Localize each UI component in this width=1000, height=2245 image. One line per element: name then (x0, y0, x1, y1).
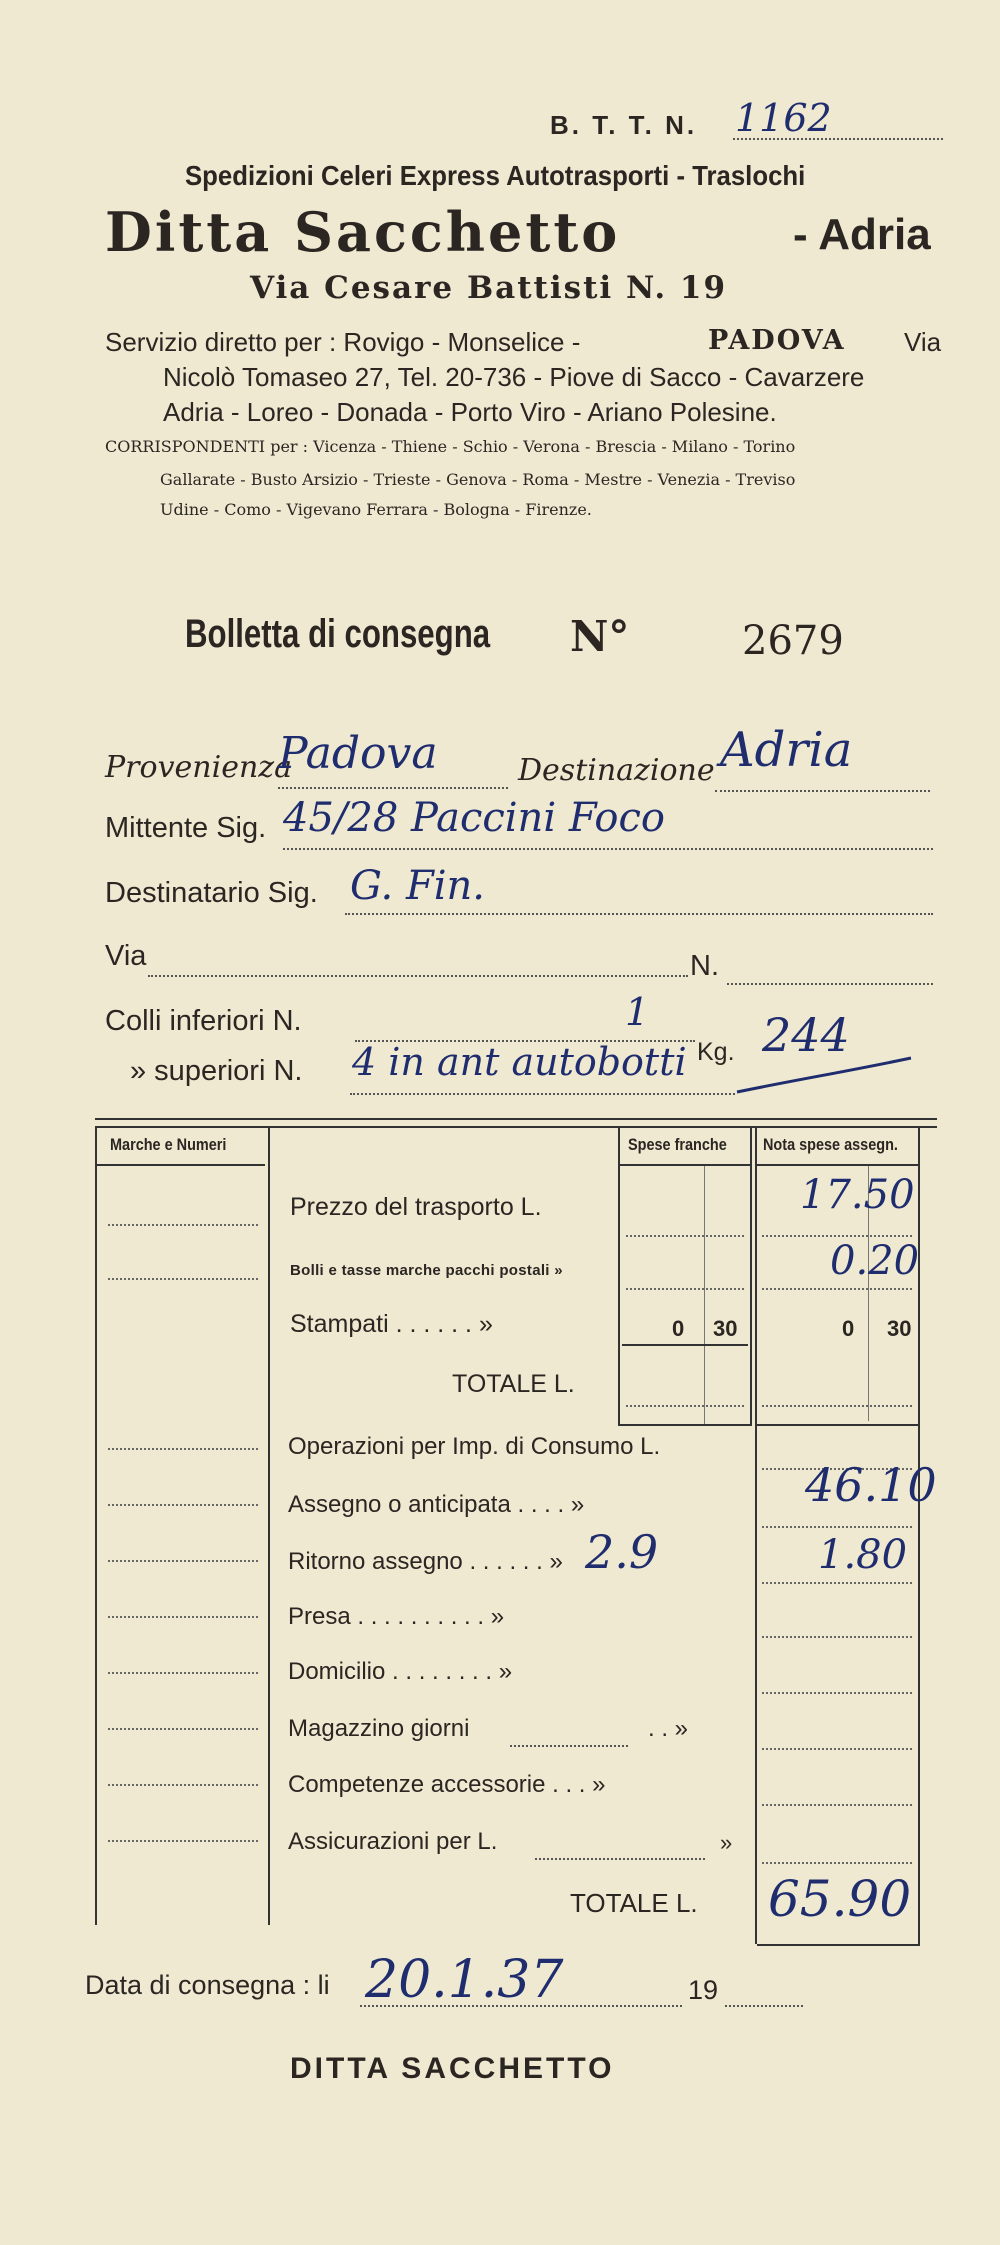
spese-bottom-rule (620, 1424, 752, 1426)
spese-dotline (626, 1235, 744, 1237)
marche-dotline (108, 1504, 258, 1506)
ritorno-nota-value: 1.80 (818, 1532, 908, 1578)
bolli-nota-value: 0.20 (830, 1238, 920, 1284)
col-marche-header: Marche e Numeri (110, 1135, 227, 1154)
marche-dotline (108, 1448, 258, 1450)
provenienza-label: Provenienza (105, 750, 292, 785)
services-line: Spedizioni Celeri Express Autotrasporti - Traslochi (185, 160, 806, 191)
bolletta-number: 2679 (742, 618, 844, 664)
colli-inferiori-value: 1 (625, 990, 650, 1034)
row-competenze-accessorie: Competenze accessorie . . . » (288, 1771, 606, 1798)
via-label: Via (105, 940, 147, 972)
colli-superiori-value: 4 in ant autobotti (352, 1040, 687, 1084)
service-line-3: Adria - Loreo - Donada - Porto Viro - Ariano Polesine. (163, 397, 777, 427)
nota-totale-rule (757, 1424, 918, 1426)
company-name: Ditta Sacchetto (105, 200, 621, 264)
prezzo-nota-value: 17.50 (800, 1172, 915, 1218)
n-label: N. (690, 950, 719, 982)
company-address: Via Cesare Battisti N. 19 (250, 270, 728, 306)
correspondents-line-3: Udine - Como - Vigevano Ferrara - Bologna - Firenze. (160, 500, 592, 519)
marche-dotline (108, 1672, 258, 1674)
row-assicurazioni: Assicurazioni per L. (288, 1828, 498, 1855)
magazzino-line (510, 1745, 628, 1747)
nota-bottom-rule (757, 1944, 920, 1946)
spese-header-rule (620, 1164, 750, 1166)
nota-dotline (762, 1636, 912, 1638)
data-consegna-line (360, 2005, 682, 2007)
signature-stamp: DITTA SACCHETTO (290, 2052, 615, 2085)
row-bolli-tasse: Bolli e tasse marche pacchi postali » (290, 1262, 563, 1279)
marche-right-border (268, 1128, 270, 1925)
destinazione-label: Destinazione (518, 753, 715, 788)
totale-nota-value: 65.90 (768, 1870, 912, 1928)
marche-dotline (108, 1224, 258, 1226)
data-consegna-value: 20.1.37 (365, 1950, 564, 2010)
kg-label: Kg. (697, 1038, 735, 1066)
nota-dotline (762, 1692, 912, 1694)
stampati-nota-cent: 30 (887, 1316, 912, 1341)
spese-cents-divider (704, 1166, 705, 1424)
nota-dotline (762, 1748, 912, 1750)
row-prezzo-trasporto: Prezzo del trasporto L. (290, 1193, 542, 1221)
destinatario-value: G. Fin. (350, 863, 485, 909)
colli-superiori-label: » superiori N. (130, 1055, 303, 1087)
correspondents-line-2: Gallarate - Busto Arsizio - Trieste - Genova - Roma - Mestre - Venezia - Treviso (160, 470, 796, 489)
assicurazioni-line (535, 1858, 705, 1860)
via-line (148, 975, 688, 977)
spese-right-border (750, 1128, 752, 1426)
row-operazioni-consumo: Operazioni per Imp. di Consumo L. (288, 1433, 661, 1460)
colli-superiori-line (350, 1093, 735, 1095)
marche-dotline (108, 1616, 258, 1618)
marche-dotline (108, 1840, 258, 1842)
row-magazzino-giorni: Magazzino giorni (288, 1715, 470, 1742)
table-top-rule-1 (95, 1118, 937, 1120)
year-line (725, 2005, 803, 2007)
destinazione-value: Adria (720, 722, 853, 778)
data-consegna-label: Data di consegna : li (85, 1970, 330, 2000)
table-top-rule-2 (95, 1126, 937, 1128)
col-spese-header: Spese franche (628, 1135, 727, 1154)
row-domicilio: Domicilio . . . . . . . . » (288, 1658, 513, 1685)
bolletta-no-label: N° (570, 612, 630, 661)
provenienza-line (278, 787, 508, 789)
nota-dotline (762, 1405, 912, 1407)
ritorno-mid-value: 2.9 (585, 1525, 659, 1579)
row-assicurazioni-tail: » (720, 1830, 733, 1855)
service-line-2: Nicolò Tomaseo 27, Tel. 20-736 - Piove di Sacco - Cavarzere (163, 362, 865, 392)
nota-dotline (762, 1804, 912, 1806)
colli-inferiori-label: Colli inferiori N. (105, 1005, 302, 1037)
nota-header-rule (757, 1164, 918, 1166)
marche-dotline (108, 1784, 258, 1786)
n-line (727, 983, 933, 985)
nota-dotline (762, 1862, 912, 1864)
mittente-label: Mittente Sig. (105, 812, 267, 844)
row-ritorno-assegno: Ritorno assegno . . . . . . » (288, 1548, 563, 1575)
btt-number: 1162 (735, 96, 832, 140)
mittente-value: 45/28 Paccini Foco (283, 795, 665, 841)
via-word: Via (904, 327, 942, 357)
stampati-spese-lire: 0 (672, 1316, 685, 1341)
nota-dotline (762, 1235, 912, 1237)
row-magazzino-tail: . . » (648, 1715, 689, 1742)
row-totale-2: TOTALE L. (570, 1888, 698, 1918)
padova-label: PADOVA (708, 325, 846, 356)
destinatario-line (345, 913, 933, 915)
spese-dotline (626, 1405, 744, 1407)
service-line-1: Servizio diretto per : Rovigo - Monselice - (105, 327, 581, 357)
company-city: - Adria (793, 210, 931, 259)
kg-underline-stroke (735, 1050, 915, 1100)
marche-dotline (108, 1278, 258, 1280)
spese-left-border (618, 1128, 620, 1426)
provenienza-value: Padova (278, 728, 438, 779)
col-nota-header: Nota spese assegn. (763, 1135, 898, 1154)
destinazione-line (715, 790, 930, 792)
spese-stampati-rule (622, 1344, 748, 1346)
assegno-nota-value: 46.10 (805, 1458, 937, 1512)
btt-number-line (733, 138, 943, 140)
nota-dotline (762, 1582, 912, 1584)
bolletta-title: Bolletta di consegna (185, 612, 491, 656)
btt-label: B. T. T. N. (550, 110, 698, 140)
row-stampati: Stampati . . . . . . » (290, 1310, 493, 1338)
spese-dotline (626, 1288, 744, 1290)
nota-dotline (762, 1526, 912, 1528)
nota-dotline (762, 1288, 912, 1290)
marche-dotline (108, 1560, 258, 1562)
year-prefix: 19 (688, 1975, 719, 2005)
correspondents-line-1: CORRISPONDENTI per : Vicenza - Thiene - Schio - Verona - Brescia - Milano - Torino (105, 437, 796, 456)
marche-left-border (95, 1128, 97, 1925)
stampati-spese-cent: 30 (713, 1316, 738, 1341)
marche-dotline (108, 1728, 258, 1730)
nota-left-border (755, 1128, 757, 1944)
row-totale-1: TOTALE L. (452, 1370, 575, 1398)
stampati-nota-lire: 0 (842, 1316, 855, 1341)
row-assegno-anticipata: Assegno o anticipata . . . . » (288, 1491, 585, 1518)
marche-header-rule (97, 1164, 265, 1166)
row-presa: Presa . . . . . . . . . . » (288, 1603, 505, 1630)
mittente-line (283, 848, 933, 850)
destinatario-label: Destinatario Sig. (105, 877, 318, 909)
kg-value: 244 (762, 1008, 850, 1062)
